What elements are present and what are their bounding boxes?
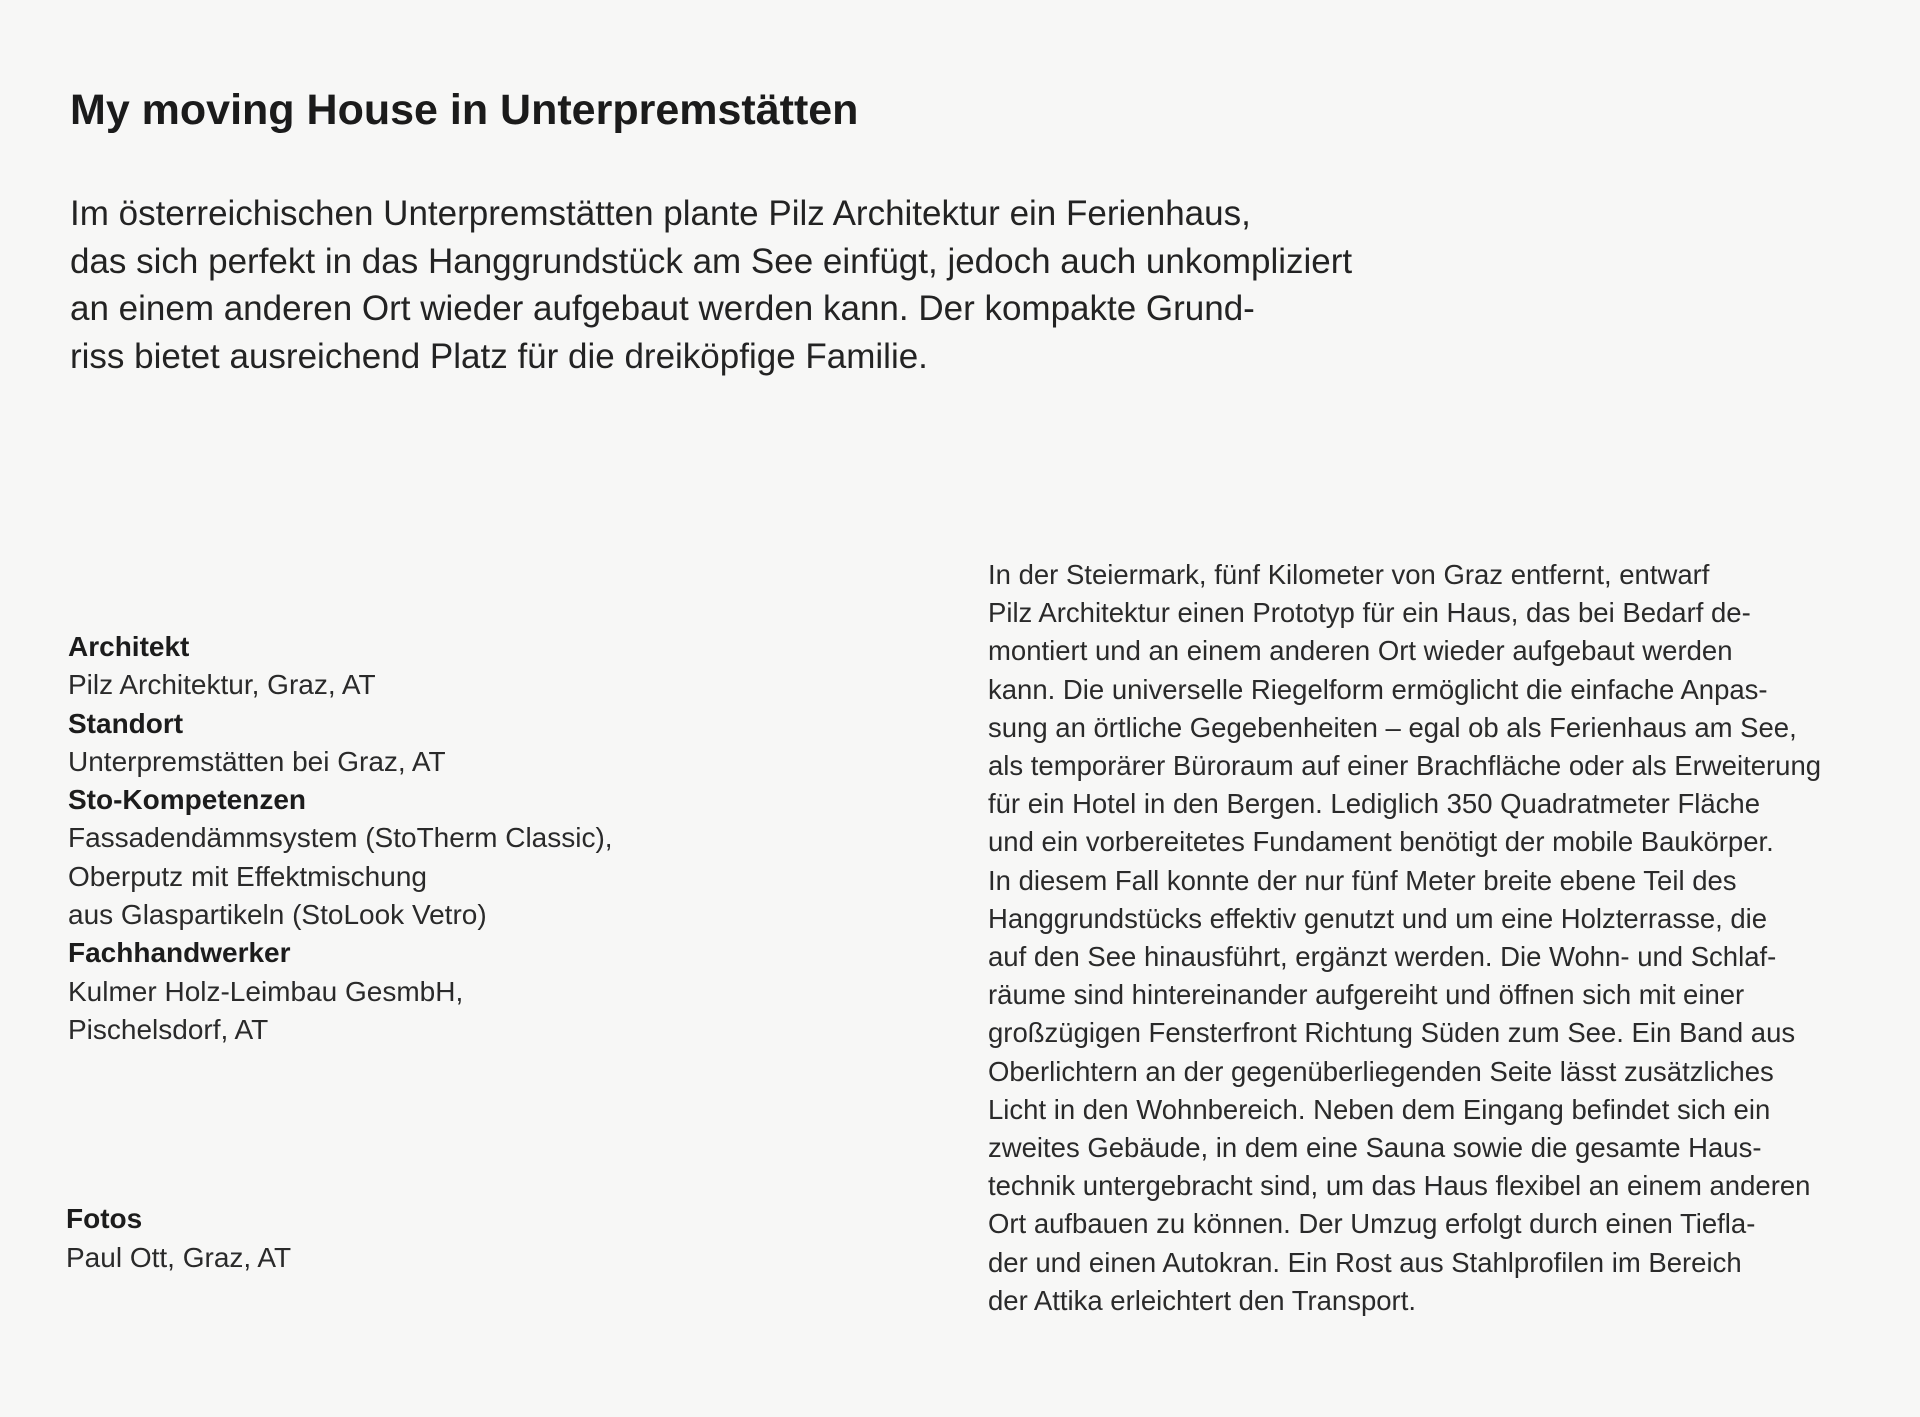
credit-value-handwerker: Kulmer Holz-Leimbau GesmbH, — [68, 975, 464, 1007]
body-line: Pilz Architektur einen Prototyp für ein Haus, das bei Bedarf de- — [988, 597, 1751, 629]
body-line: Hanggrundstücks effektiv genutzt und um eine Holzterrasse, die — [988, 902, 1768, 934]
lead-line: an einem anderen Ort wieder aufgebaut werden kann. Der kompakte Grund- — [70, 289, 1255, 328]
credit-value-standort: Unterpremstätten bei Graz, AT — [68, 745, 446, 777]
credit-value-kompetenzen: Oberputz mit Effektmischung — [68, 860, 427, 892]
credit-label-kompetenzen: Sto-Kompetenzen — [68, 784, 306, 816]
body-line: sung an örtliche Gegebenheiten – egal ob als Ferienhaus am See, — [988, 711, 1797, 743]
credit-value-kompetenzen: aus Glaspartikeln (StoLook Vetro) — [68, 899, 487, 931]
body-line: zweites Gebäude, in dem eine Sauna sowie die gesamte Haus- — [988, 1132, 1762, 1164]
body-line: technik untergebracht sind, um das Haus flexibel an einem anderen — [988, 1170, 1811, 1202]
credit-value-fotos: Paul Ott, Graz, AT — [66, 1241, 292, 1273]
body-line: der und einen Autokran. Ein Rost aus Stahlprofilen im Bereich — [988, 1246, 1742, 1278]
lead-line: Im österreichischen Unterpremstätten plante Pilz Architektur ein Ferienhaus, — [70, 194, 1251, 233]
credit-value-kompetenzen: Fassadendämmsystem (StoTherm Classic), — [68, 822, 613, 854]
body-line: für ein Hotel in den Bergen. Lediglich 350 Quadratmeter Fläche — [988, 788, 1760, 820]
credit-label-handwerker: Fachhandwerker — [68, 937, 291, 969]
body-text-column — [988, 556, 1868, 1320]
body-line: Licht in den Wohnbereich. Neben dem Eingang befindet sich ein — [988, 1093, 1771, 1125]
body-line: kann. Die universelle Riegelform ermöglicht die einfache Anpas- — [988, 673, 1768, 705]
body-line: der Attika erleichtert den Transport. — [988, 1284, 1416, 1316]
body-line: In der Steiermark, fünf Kilometer von Graz entfernt, entwarf — [988, 559, 1710, 590]
lead-line: das sich perfekt in das Hanggrundstück am See einfügt, jedoch auch unkompliziert — [70, 241, 1353, 281]
body-line: auf den See hinausführt, ergänzt werden. Die Wohn- und Schlaf- — [988, 941, 1777, 973]
lead-paragraph — [70, 190, 1410, 380]
body-line: und ein vorbereitetes Fundament benötigt der mobile Baukörper. — [988, 826, 1774, 858]
lead-line: riss bietet ausreichend Platz für die dreiköpfige Familie. — [70, 336, 928, 376]
body-line: Oberlichtern an der gegenüberliegenden Seite lässt zusätzliches — [988, 1055, 1774, 1087]
body-line: räume sind hintereinander aufgereiht und öffnen sich mit einer — [988, 979, 1745, 1011]
photo-credits — [66, 1200, 686, 1277]
body-line: als temporärer Büroraum auf einer Brachfläche oder als Erweiterung — [988, 750, 1822, 782]
article-title: My moving House in Unterpremstätten — [70, 86, 859, 134]
body-line: Ort aufbauen zu können. Der Umzug erfolgt durch einen Tiefla- — [988, 1208, 1756, 1240]
credit-value-handwerker: Pischelsdorf, AT — [68, 1013, 269, 1045]
project-credits — [68, 628, 688, 1049]
credit-label-architekt: Architekt — [68, 631, 190, 662]
body-line: großzügigen Fensterfront Richtung Süden zum See. Ein Band aus — [988, 1017, 1796, 1049]
credit-value-architekt: Pilz Architektur, Graz, AT — [68, 669, 376, 701]
body-line: montiert und an einem anderen Ort wieder aufgebaut werden — [988, 635, 1733, 667]
credit-label-fotos: Fotos — [66, 1203, 143, 1234]
credit-label-standort: Standort — [68, 707, 184, 739]
body-line: In diesem Fall konnte der nur fünf Meter breite ebene Teil des — [988, 864, 1737, 896]
